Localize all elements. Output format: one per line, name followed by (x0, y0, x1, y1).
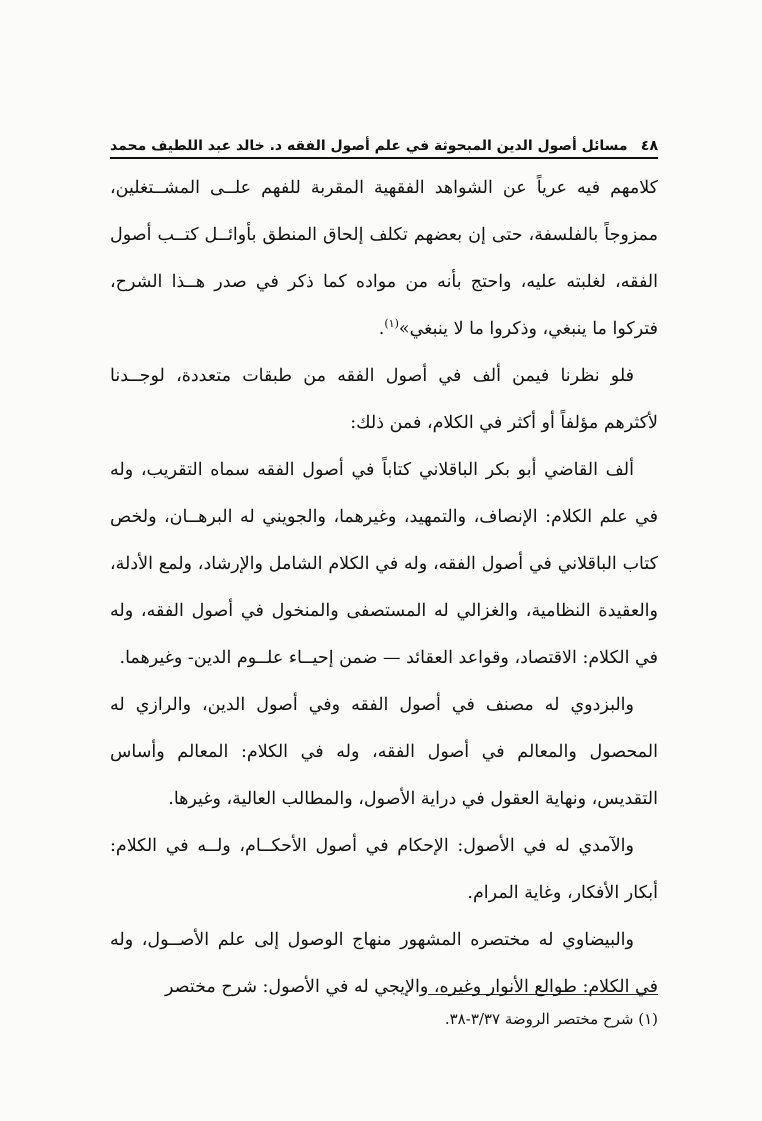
book-page (110, 138, 658, 1011)
footnote: (١) شرح مختصر الروضة ٣/٣٧-٣٨. (444, 1010, 658, 1028)
paragraph: والبزدوي له مصنف في أصول الفقه وفي أصول الدين، والرازي له المحصول والمعالم في أصول الفقه، وله في الكلام: المعالم وأساس التقديس، ونهاية العقول في دراية الأصول، والمطالب العالية، وغيرها. (110, 695, 658, 809)
footnote-divider (428, 994, 658, 995)
paragraph: ألف القاضي أبو بكر الباقلاني كتاباً في أصول الفقه سماه التقريب، وله في علم الكلام: الإنصاف، والتمهيد، وغيرهما، والجويني له البرهــان، ولخص كتاب الباقلاني في أصول الفقه، وله في الكلام الشامل والإرشاد، ولمع الأدلة، والعقيدة النظامية، والغزالي له المستصفى والمنخول في أصول الفقه، وله في الكلام: الاقتصاد، وقواعد العقائد — ضمن إحيــاء علــوم الدين- وغيرهما. (110, 460, 658, 668)
running-title: مسائل أصول الدين المبحوثة في علم أصول الفقه د. خالد عبد اللطيف محمد (110, 138, 628, 154)
paragraph: والبيضاوي له مختصره المشهور منهاج الوصول إلى علم الأصــول، وله في الكلام: طوالع الأنوار وغيره، والإيجي له في الأصول: شرح مختصر (110, 930, 658, 997)
running-header (110, 138, 658, 159)
paragraph: كلامهم فيه عرياً عن الشواهد الفقهية المقربة للفهم علــى المشــتغلين، ممزوجاً بالفلسفة، حتى إن بعضهم تكلف إلحاق المنطق بأوائــل كتــب أصول الفقه، لغلبته عليه، واحتج بأنه من مواده كما ذكر في صدر هــذا الشرح، فتركوا ما ينبغي، وذكروا ما لا ينبغي»$^{(١)}$. (110, 178, 658, 339)
page-number: ٤٨ (640, 138, 658, 154)
paragraph: فلو نظرنا فيمن ألف في أصول الفقه من طبقات متعددة، لوجــدنا لأكثرهم مؤلفاً أو أكثر في الكلام، فمن ذلك: (110, 366, 658, 433)
footnote-reference: (١) (384, 317, 399, 331)
body-text (110, 165, 658, 1011)
paragraph: والآمدي له في الأصول: الإحكام في أصول الأحكــام، ولــه في الكلام: أبكار الأفكار، وغاية المرام. (110, 836, 658, 903)
